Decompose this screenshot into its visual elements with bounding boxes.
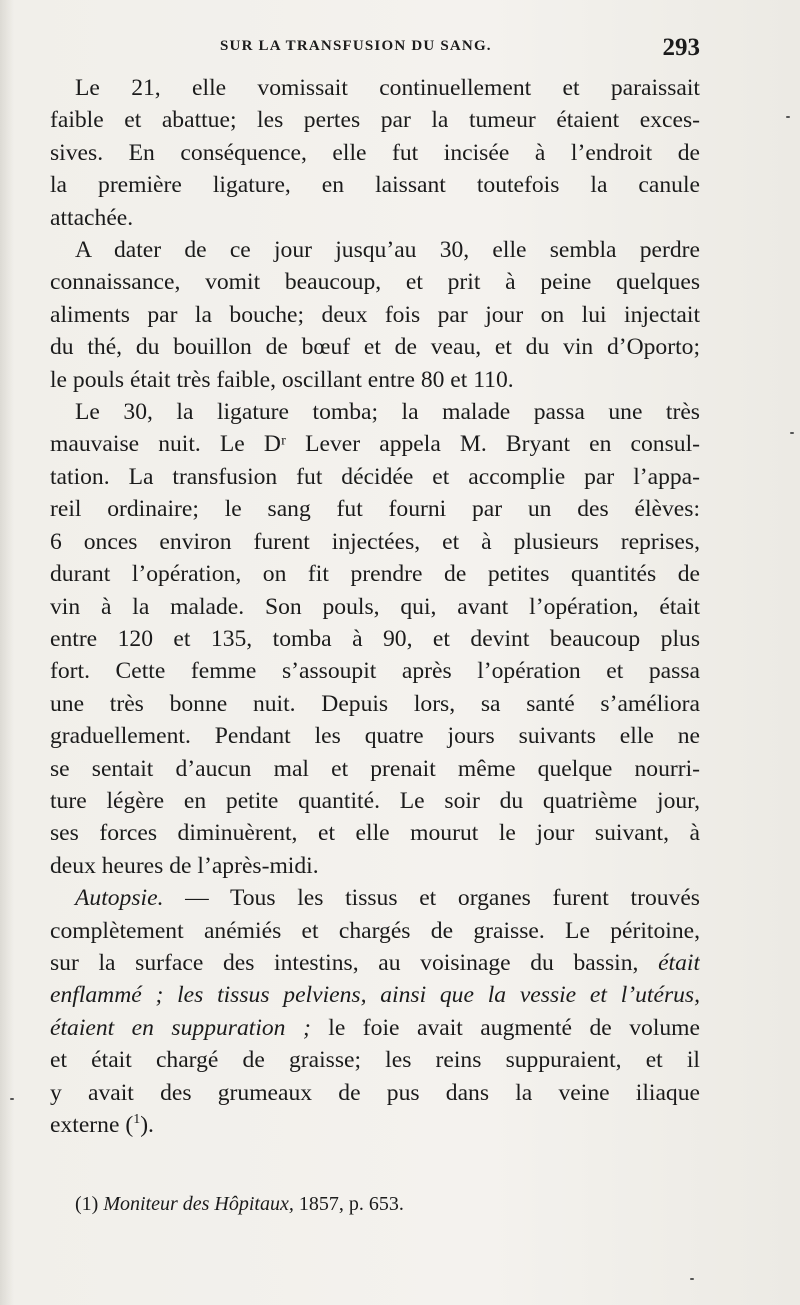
text-line xyxy=(50,1109,700,1141)
text-line: faible et abattue; les pertes par la tumeur étaient exces- xyxy=(50,107,700,134)
text-line: 6 onces environ furent injectées, et à plusieurs reprises, xyxy=(50,528,700,555)
text-line xyxy=(50,1012,700,1044)
text-fragment: ). xyxy=(140,1112,154,1138)
text-line: ses forces diminuèrent, et elle mourut le jour suivant, à xyxy=(50,820,700,847)
text-fragment: externe ( xyxy=(50,1112,134,1138)
text-line: ture légère en petite quantité. Le soir du quatrième jour, xyxy=(50,787,700,814)
text-line: complètement anémiés et chargés de graisse. Le péritoine, xyxy=(50,917,700,944)
footnote-rest: 1857, p. 653. xyxy=(293,1193,404,1215)
text-line: du thé, du bouillon de bœuf et de veau, et du vin d’Oporto; xyxy=(50,334,700,361)
text-line xyxy=(50,882,700,914)
paragraph-2 xyxy=(50,234,700,396)
text-fragment: — Tous les tissus et organes furent trouvés xyxy=(163,885,700,912)
autopsy-label: Autopsie. xyxy=(75,885,164,912)
footnote-source: Moniteur des Hôpitaux, xyxy=(103,1193,294,1215)
print-speck xyxy=(786,116,790,118)
footnote-marker: (1) xyxy=(75,1193,99,1215)
text-line: durant l’opération, on fit prendre de petites quantités de xyxy=(50,561,700,588)
text-fragment: le foie avait augmenté de volume xyxy=(310,1014,700,1041)
page-header xyxy=(50,34,700,64)
text-line: mauvaise nuit. Le Dʳ Lever appela M. Bryant en consul- xyxy=(50,431,700,458)
footnote-reference: 1 xyxy=(133,1112,141,1128)
print-speck xyxy=(690,1278,694,1280)
print-speck xyxy=(790,432,794,434)
page-number: 293 xyxy=(662,34,700,61)
text-line: vin à la malade. Son pouls, qui, avant l’opération, était xyxy=(50,593,700,620)
text-line: graduellement. Pendant les quatre jours suivants elle ne xyxy=(50,723,700,750)
text-line: sives. En conséquence, elle fut incisée à l’endroit de xyxy=(50,139,700,166)
running-head: SUR LA TRANSFUSION DU SANG. xyxy=(220,38,492,54)
text-line: fort. Cette femme s’assoupit après l’opération et passa xyxy=(50,658,700,685)
paragraph-autopsy xyxy=(50,882,700,1141)
text-line: connaissance, vomit beaucoup, et prit à peine quelques xyxy=(50,269,700,296)
text-line: A dater de ce jour jusqu’au 30, elle sembla perdre xyxy=(75,237,700,264)
body-text xyxy=(50,72,700,1141)
text-line: aliments par la bouche; deux fois par jour on lui injectait xyxy=(50,301,700,328)
print-speck xyxy=(10,1098,14,1100)
text-line: attachée. xyxy=(50,204,134,231)
text-line xyxy=(50,979,700,1011)
text-line: la première ligature, en laissant toutefois la canule xyxy=(50,172,700,199)
text-line: reil ordinaire; le sang fut fourni par un des élèves: xyxy=(50,496,700,523)
paragraph-3 xyxy=(50,396,700,882)
text-line: se sentait d’aucun mal et prenait même quelque nourri- xyxy=(50,755,700,782)
text-line: le pouls était très faible, oscillant entre 80 et 110. xyxy=(50,366,514,393)
text-line: entre 120 et 135, tomba à 90, et devint beaucoup plus xyxy=(50,625,700,652)
text-line: y avait des grumeaux de pus dans la veine iliaque xyxy=(50,1079,700,1106)
text-line: Le 30, la ligature tomba; la malade passa une très xyxy=(75,399,700,426)
text-line: Le 21, elle vomissait continuellement et paraissait xyxy=(75,75,700,101)
footnote xyxy=(75,1193,695,1216)
text-line: une très bonne nuit. Depuis lors, sa santé s’améliora xyxy=(50,690,700,717)
italic-fragment: enflammé ; les tissus pelviens, ainsi que la vessie et l’utérus, xyxy=(50,982,700,1009)
paragraph-1 xyxy=(50,72,700,234)
text-line: et était chargé de graisse; les reins suppuraient, et il xyxy=(50,1047,700,1074)
italic-fragment: était xyxy=(658,949,700,976)
text-line: deux heures de l’après-midi. xyxy=(50,852,319,879)
italic-fragment: étaient en suppuration ; xyxy=(50,1014,311,1041)
text-line: tation. La transfusion fut décidée et accomplie par l’appa- xyxy=(50,463,700,490)
text-fragment: sur la surface des intestins, au voisinage du bassin, xyxy=(50,949,659,976)
text-line xyxy=(50,947,700,979)
